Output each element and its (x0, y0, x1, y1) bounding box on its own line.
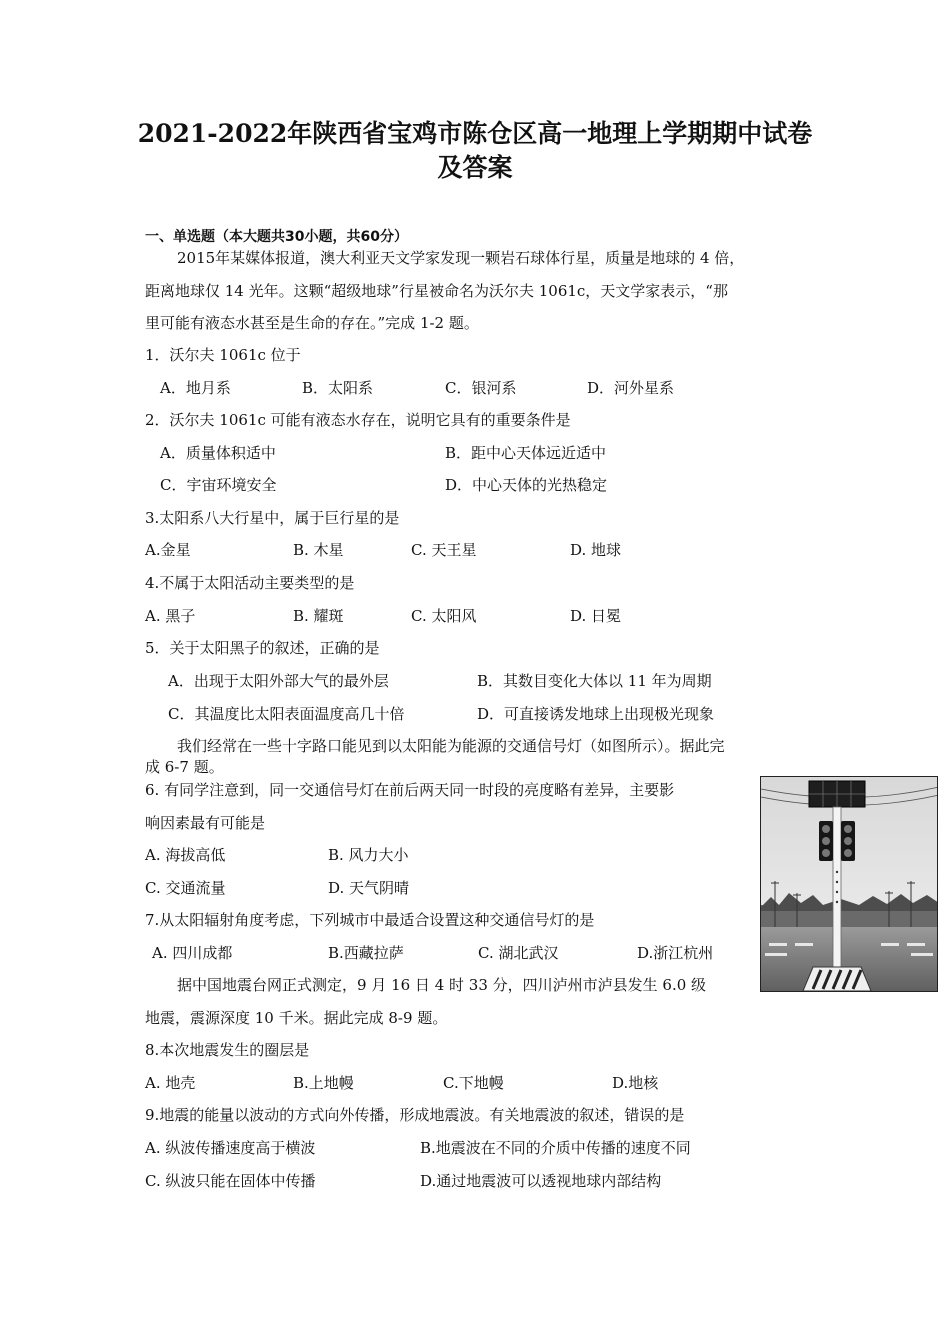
page-title-line1: 2021-2022年陕西省宝鸡市陈仓区高一地理上学期期中试卷 (137, 119, 813, 148)
q4-stem: 4.不属于太阳活动主要类型的是 (145, 574, 355, 592)
q9-option-a: A. 纵波传播速度高于横波 (145, 1139, 316, 1157)
q6-option-a: A. 海拔高低 (145, 846, 226, 864)
q2-option-c: C．宇宙环境安全 (160, 476, 277, 494)
q4-option-a: A. 黑子 (145, 607, 196, 625)
q5-option-b: B．其数目变化大体以 11 年为周期 (477, 672, 712, 690)
intro2-line1: 我们经常在一些十字路口能见到以太阳能为能源的交通信号灯（如图所示）。据此完 (177, 737, 725, 755)
q7-option-d: D.浙江杭州 (637, 944, 714, 962)
q1-stem: 1．沃尔夫 1061c 位于 (145, 346, 301, 364)
intro1-line2: 距离地球仅 14 光年。这颗“超级地球”行星被命名为沃尔夫 1061c，天文学家表示，“那 (145, 282, 728, 300)
q5-option-c: C．其温度比太阳表面温度高几十倍 (168, 705, 405, 723)
q9-option-b: B.地震波在不同的介质中传播的速度不同 (420, 1139, 691, 1157)
page-title-line2: 及答案 (437, 153, 513, 182)
q8-option-b: B.上地幔 (293, 1074, 354, 1092)
q3-option-b: B. 木星 (293, 541, 344, 559)
q1-option-c: C．银河系 (445, 379, 517, 397)
q3-option-a: A.金星 (145, 541, 191, 559)
q9-option-d: D.通过地震波可以透视地球内部结构 (420, 1172, 662, 1190)
q9-stem: 9.地震的能量以波动的方式向外传播，形成地震波。有关地震波的叙述，错误的是 (145, 1106, 685, 1124)
q8-option-d: D.地核 (612, 1074, 659, 1092)
q3-option-d: D. 地球 (570, 541, 622, 559)
intro3-line2: 地震，震源深度 10 千米。据此完成 8-9 题。 (145, 1009, 448, 1027)
q6-option-c: C. 交通流量 (145, 879, 226, 897)
q1-option-d: D．河外星系 (587, 379, 675, 397)
q6-stem-line2: 响因素最有可能是 (145, 814, 266, 832)
q7-stem: 7.从太阳辐射角度考虑，下列城市中最适合设置这种交通信号灯的是 (145, 911, 595, 929)
q5-option-a: A．出现于太阳外部大气的最外层 (168, 672, 389, 690)
q1-option-a: A．地月系 (160, 379, 231, 397)
section-heading: 一、单选题（本大题共30小题，共60分） (145, 229, 408, 245)
q8-stem: 8.本次地震发生的圈层是 (145, 1041, 310, 1059)
q7-option-a: A. 四川成都 (152, 944, 233, 962)
intro3-line1: 据中国地震台网正式测定，9 月 16 日 4 时 33 分，四川泸州市泸县发生 6.0 级 (177, 976, 707, 994)
q3-option-c: C. 天王星 (411, 541, 477, 559)
q2-option-a: A．质量体积适中 (160, 444, 276, 462)
q1-option-b: B．太阳系 (302, 379, 374, 397)
q6-option-b: B. 风力大小 (328, 846, 409, 864)
q7-option-b: B.西藏拉萨 (328, 944, 404, 962)
q8-option-a: A. 地壳 (145, 1074, 196, 1092)
q2-stem: 2．沃尔夫 1061c 可能有液态水存在，说明它具有的重要条件是 (145, 411, 571, 429)
q4-option-c: C. 太阳风 (411, 607, 477, 625)
q2-option-d: D．中心天体的光热稳定 (445, 476, 608, 494)
q3-stem: 3.太阳系八大行星中，属于巨行星的是 (145, 509, 400, 527)
q8-option-c: C.下地幔 (443, 1074, 504, 1092)
q4-option-b: B. 耀斑 (293, 607, 344, 625)
q2-option-b: B．距中心天体远近适中 (445, 444, 607, 462)
q4-option-d: D. 日冕 (570, 607, 622, 625)
q6-option-d: D. 天气阴晴 (328, 879, 410, 897)
q5-stem: 5．关于太阳黑子的叙述，正确的是 (145, 639, 380, 657)
q5-option-d: D．可直接诱发地球上出现极光现象 (477, 705, 715, 723)
intro1-line1: 2015年某媒体报道，澳大利亚天文学家发现一颗岩石球体行星，质量是地球的 4 倍， (177, 249, 745, 267)
q7-option-c: C. 湖北武汉 (478, 944, 559, 962)
intro1-line3: 里可能有液态水甚至是生命的存在。”完成 1-2 题。 (145, 314, 479, 332)
intro2-line2: 成 6-7 题。 (145, 758, 224, 776)
solar-traffic-light-photo (760, 776, 938, 992)
q9-option-c: C. 纵波只能在固体中传播 (145, 1172, 316, 1190)
q6-stem-line1: 6. 有同学注意到，同一交通信号灯在前后两天同一时段的亮度略有差异，主要影 (145, 781, 675, 799)
